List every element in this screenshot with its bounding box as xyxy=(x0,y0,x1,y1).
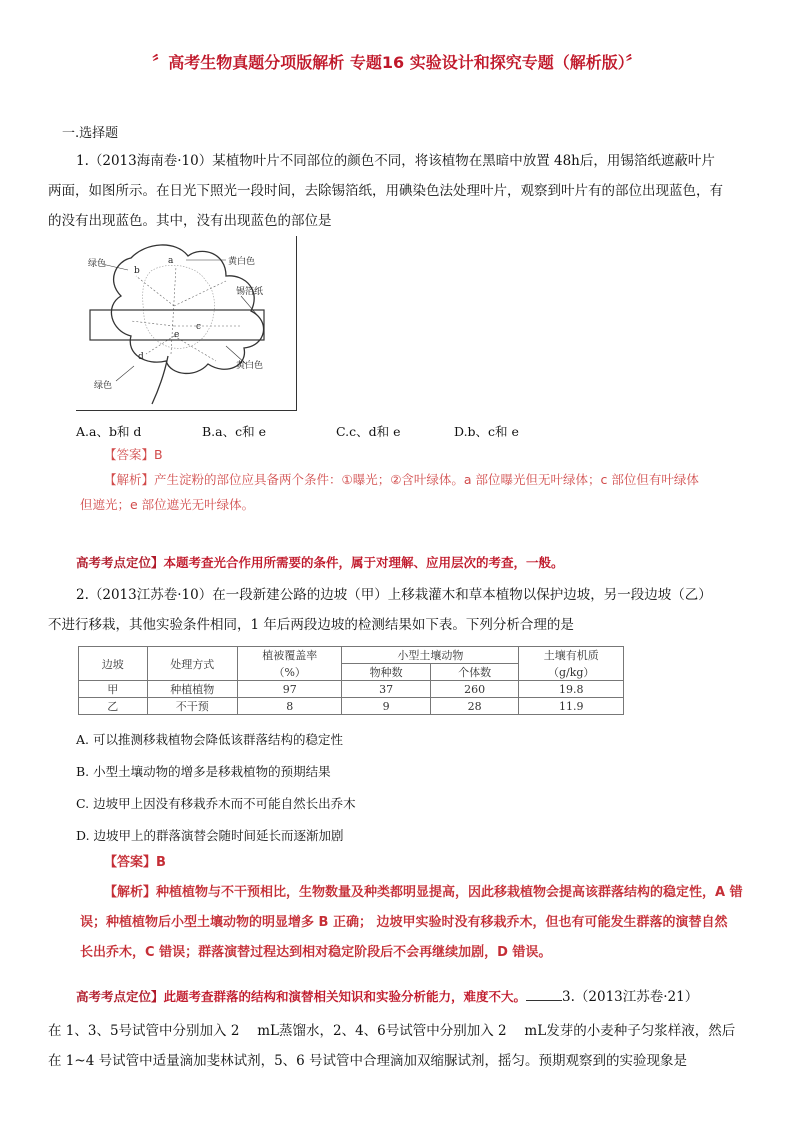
label-green-bottom: 绿色 xyxy=(94,381,113,391)
q1-answer-block xyxy=(80,442,770,517)
q2-analysis-line1: 【解析】种植植物与不干预相比，生物数量及种类都明显提高，因此移栽植物会提高该群落结构的稳定性，A 错 xyxy=(104,885,743,900)
page-title: 〞高考生物真题分项版解析 专题16 实验设计和探究专题（解析版）〞 xyxy=(152,53,642,72)
q1-kaodian-label: 高考考点定位】 xyxy=(76,555,164,570)
q2-option-c: C. 边坡甲上因没有移栽乔木而不可能自然长出乔木 xyxy=(76,796,356,811)
th-slope: 边坡 xyxy=(79,647,148,681)
table-cell: 8 xyxy=(237,698,341,715)
th-individuals: 个体数 xyxy=(430,664,519,681)
leaf-figure xyxy=(76,236,297,411)
table-cell: 37 xyxy=(342,681,430,698)
label-c: c xyxy=(196,322,202,332)
th-animals: 小型土壤动物 xyxy=(342,647,519,664)
q2-kaodian xyxy=(76,986,698,1006)
table-row xyxy=(79,681,624,698)
q1-kaodian-text: 本题考查光合作用所需要的条件，属于对理解、应用层次的考查，一般。 xyxy=(163,555,564,570)
q1-option-b: B.a、c和 e xyxy=(202,424,266,439)
q1-option-a: A.a、b和 d xyxy=(76,424,142,439)
underline-rule xyxy=(526,990,562,1001)
label-d: d xyxy=(138,352,144,362)
q2-kaodian-text: 此题考查群落的结构和演替相关知识和实验分析能力，难度不大。 xyxy=(163,989,527,1004)
q2-analysis-line2: 误；种植植物后小型土壤动物的明显增多 B 正确； 边坡甲实验时没有移栽乔木，但也有可能发生群落的演替自然 xyxy=(80,915,728,930)
table-cell: 28 xyxy=(430,698,519,715)
q2-answer-block xyxy=(80,848,770,968)
table-cell: 9 xyxy=(342,698,430,715)
leaf-stem xyxy=(152,356,168,404)
table-cell: 11.9 xyxy=(519,698,624,715)
th-coverage-unit: （%） xyxy=(237,664,341,681)
q1-stem-line2: 两面，如图所示。在日光下照光一段时间，去除锡箔纸，用碘染色法处理叶片，观察到叶片有的部位出现蓝色，有 xyxy=(48,183,723,199)
q2-option-d: D. 边坡甲上的群落演替会随时间延长而逐渐加剧 xyxy=(76,828,344,843)
q1-kaodian xyxy=(76,552,564,571)
q1-stem-line1: 1.（2013海南卷·10）某植物叶片不同部位的颜色不同，将该植物在黑暗中放置 48h后，用锡箔纸遮蔽叶片 xyxy=(76,153,715,169)
q2-kaodian-label: 高考考点定位】 xyxy=(76,989,164,1004)
th-organic: 土壤有机质 xyxy=(519,647,624,664)
label-e: e xyxy=(174,330,180,340)
th-species: 物种数 xyxy=(342,664,430,681)
label-tin-foil: 锡箔纸 xyxy=(236,287,264,297)
q1-option-d: D.b、c和 e xyxy=(454,424,519,439)
table-row xyxy=(79,698,624,715)
table-cell: 乙 xyxy=(79,698,148,715)
label-yellow-white-top: 黄白色 xyxy=(228,257,256,267)
th-method: 处理方式 xyxy=(147,647,237,681)
q2-option-b: B. 小型土壤动物的增多是移栽植物的预期结果 xyxy=(76,764,331,779)
q3-prefix: 3.（2013江苏卷·21） xyxy=(562,989,699,1005)
q2-table-container xyxy=(78,646,624,715)
table-cell: 260 xyxy=(430,681,519,698)
label-green-top: 绿色 xyxy=(88,259,107,269)
label-a: a xyxy=(168,256,174,266)
q2-answer: 【答案】B xyxy=(104,855,166,870)
q1-analysis-line2: 但遮光；e 部位遮光无叶绿体。 xyxy=(80,497,255,512)
th-organic-unit: （g/kg） xyxy=(519,664,624,681)
q1-stem-line3: 的没有出现蓝色。其中，没有出现蓝色的部位是 xyxy=(48,213,332,229)
q2-stem-line1: 2.（2013江苏卷·10）在一段新建公路的边坡（甲）上移栽灌木和草本植物以保护边坡，另一段边坡（乙） xyxy=(76,587,712,603)
table-cell: 19.8 xyxy=(519,681,624,698)
q1-option-c: C.c、d和 e xyxy=(336,424,401,439)
q1-analysis-line1: 【解析】产生淀粉的部位应具备两个条件：①曝光；②含叶绿体。a 部位曝光但无叶绿体；c 部位但有叶绿体 xyxy=(104,472,699,487)
table-cell: 97 xyxy=(237,681,341,698)
q3-stem-line1: 在 1、3、5号试管中分别加入 2 mL蒸馏水，2、4、6号试管中分别加入 2 mL发芽的小麦种子匀浆样液，然后 xyxy=(48,1023,736,1039)
label-b: b xyxy=(134,266,140,276)
q2-data-table xyxy=(78,646,624,715)
q2-analysis-line3: 长出乔木，C 错误；群落演替过程达到相对稳定阶段后不会再继续加剧，D 错误。 xyxy=(80,945,552,960)
q1-answer: 【答案】B xyxy=(104,447,163,462)
table-cell: 种植植物 xyxy=(147,681,237,698)
q2-option-a: A. 可以推测移栽植物会降低该群落结构的稳定性 xyxy=(76,732,343,747)
table-cell: 不干预 xyxy=(147,698,237,715)
table-cell: 甲 xyxy=(79,681,148,698)
label-yellow-white-bottom: 黄白色 xyxy=(236,361,264,371)
q3-stem-line2: 在 1~4 号试管中适量滴加斐林试剂，5、6 号试管中合理滴加双缩脲试剂，摇匀。预期观察到的实验现象是 xyxy=(48,1053,688,1069)
section-heading: 一.选择题 xyxy=(62,126,119,141)
th-coverage: 植被覆盖率 xyxy=(237,647,341,664)
q2-stem-line2: 不进行移栽，其他实验条件相同，1 年后两段边坡的检测结果如下表。下列分析合理的是 xyxy=(48,617,574,633)
